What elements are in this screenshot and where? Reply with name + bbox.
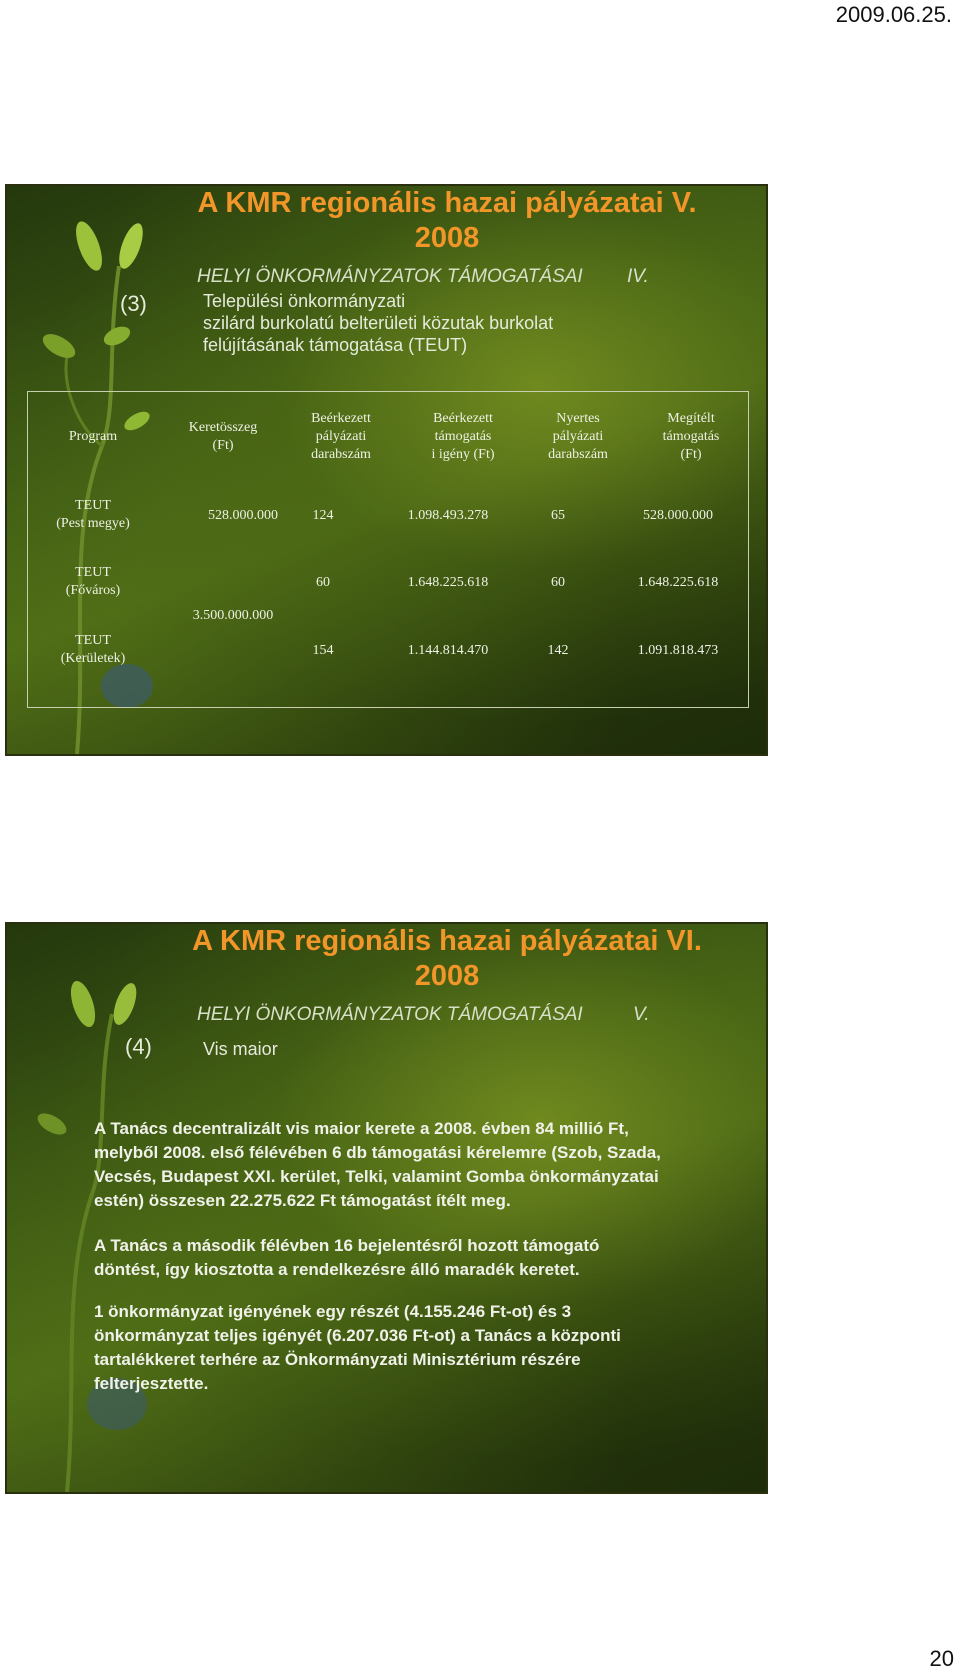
table-cell: 1.648.225.618 — [407, 575, 489, 590]
table-cell: 1.098.493.278 — [407, 508, 489, 523]
table-cell: 60 — [316, 575, 330, 590]
column-header: Megítélt támogatás (Ft) — [662, 411, 720, 462]
paragraph: 1 önkormányzat igényének egy részét (4.155.246 Ft-ot) és 3 önkormányzat teljes igényét (6.207.036 Ft-ot) a Tanács a központi tartalékkeret terhére az Önkormányzati Minisztérium részére felterjesztette. — [94, 1302, 621, 1393]
table-cell: 154 — [312, 643, 334, 658]
section-heading: HELYI ÖNKORMÁNYZATOK TÁMOGATÁSAI — [197, 266, 583, 287]
table-cell-shared-keret: 3.500.000.000 — [192, 608, 274, 623]
paragraph: A Tanács a második félévben 16 bejelentésről hozott támogató döntést, így kiosztotta a rendelkezésre álló maradék keretet. — [94, 1236, 600, 1279]
column-header: Beérkezett pályázati darabszám — [311, 411, 371, 462]
description-line: Települési önkormányzati — [203, 291, 406, 311]
column-header: Program — [68, 429, 118, 444]
table-cell: 1.091.818.473 — [637, 643, 719, 658]
slide-3 — [5, 184, 768, 756]
page-number: 20 — [929, 1646, 954, 1671]
column-header: Nyertes pályázati darabszám — [548, 411, 608, 462]
table-cell: 65 — [551, 508, 565, 523]
section-heading: HELYI ÖNKORMÁNYZATOK TÁMOGATÁSAI — [197, 1004, 583, 1025]
table-cell: 142 — [547, 643, 569, 658]
table-row-program: TEUT (Kerületek) — [60, 633, 126, 666]
table-row-program: TEUT (Főváros) — [65, 565, 121, 598]
slide-title: A KMR regionális hazai pályázatai V. — [197, 187, 697, 219]
support-table — [27, 391, 749, 708]
slide-year: 2008 — [414, 222, 480, 254]
description-line: felújításának támogatása (TEUT) — [203, 335, 468, 355]
description-line: szilárd burkolatú belterületi közutak burkolat — [203, 313, 554, 333]
table-row-program: TEUT (Pest megye) — [56, 498, 130, 531]
table-cell: 60 — [551, 575, 565, 590]
table-cell: 1.144.814.470 — [407, 643, 489, 658]
section-roman-numeral: IV. — [627, 266, 649, 287]
slide-number-label: (4) — [125, 1034, 152, 1059]
column-header: Beérkezett támogatás i igény (Ft) — [431, 411, 495, 462]
document-date: 2009.06.25. — [835, 2, 952, 27]
column-header: Keretösszeg (Ft) — [188, 420, 258, 453]
table-cell: 124 — [312, 508, 334, 523]
slide-year: 2008 — [414, 960, 480, 992]
table-cell: 528.000.000 — [643, 508, 713, 523]
paragraph: A Tanács decentralizált vis maior kerete a 2008. évben 84 millió Ft, melyből 2008. első félévében 6 db támogatási kérelemre (Szob, Szada, Vecsés, Budapest XXI. kerület, Telki, valamint Gomba önkormányzatai estén) összesen 22.275.622 Ft támogatást ítélt meg. — [94, 1119, 661, 1210]
slide-subtitle: Vis maior — [203, 1039, 278, 1059]
section-roman-numeral: V. — [633, 1004, 650, 1025]
table-cell: 1.648.225.618 — [637, 575, 719, 590]
table-cell: 528.000.000 — [208, 508, 278, 523]
slide-4 — [5, 922, 768, 1494]
slide-title: A KMR regionális hazai pályázatai VI. — [192, 925, 702, 957]
slide-number-label: (3) — [120, 291, 147, 316]
